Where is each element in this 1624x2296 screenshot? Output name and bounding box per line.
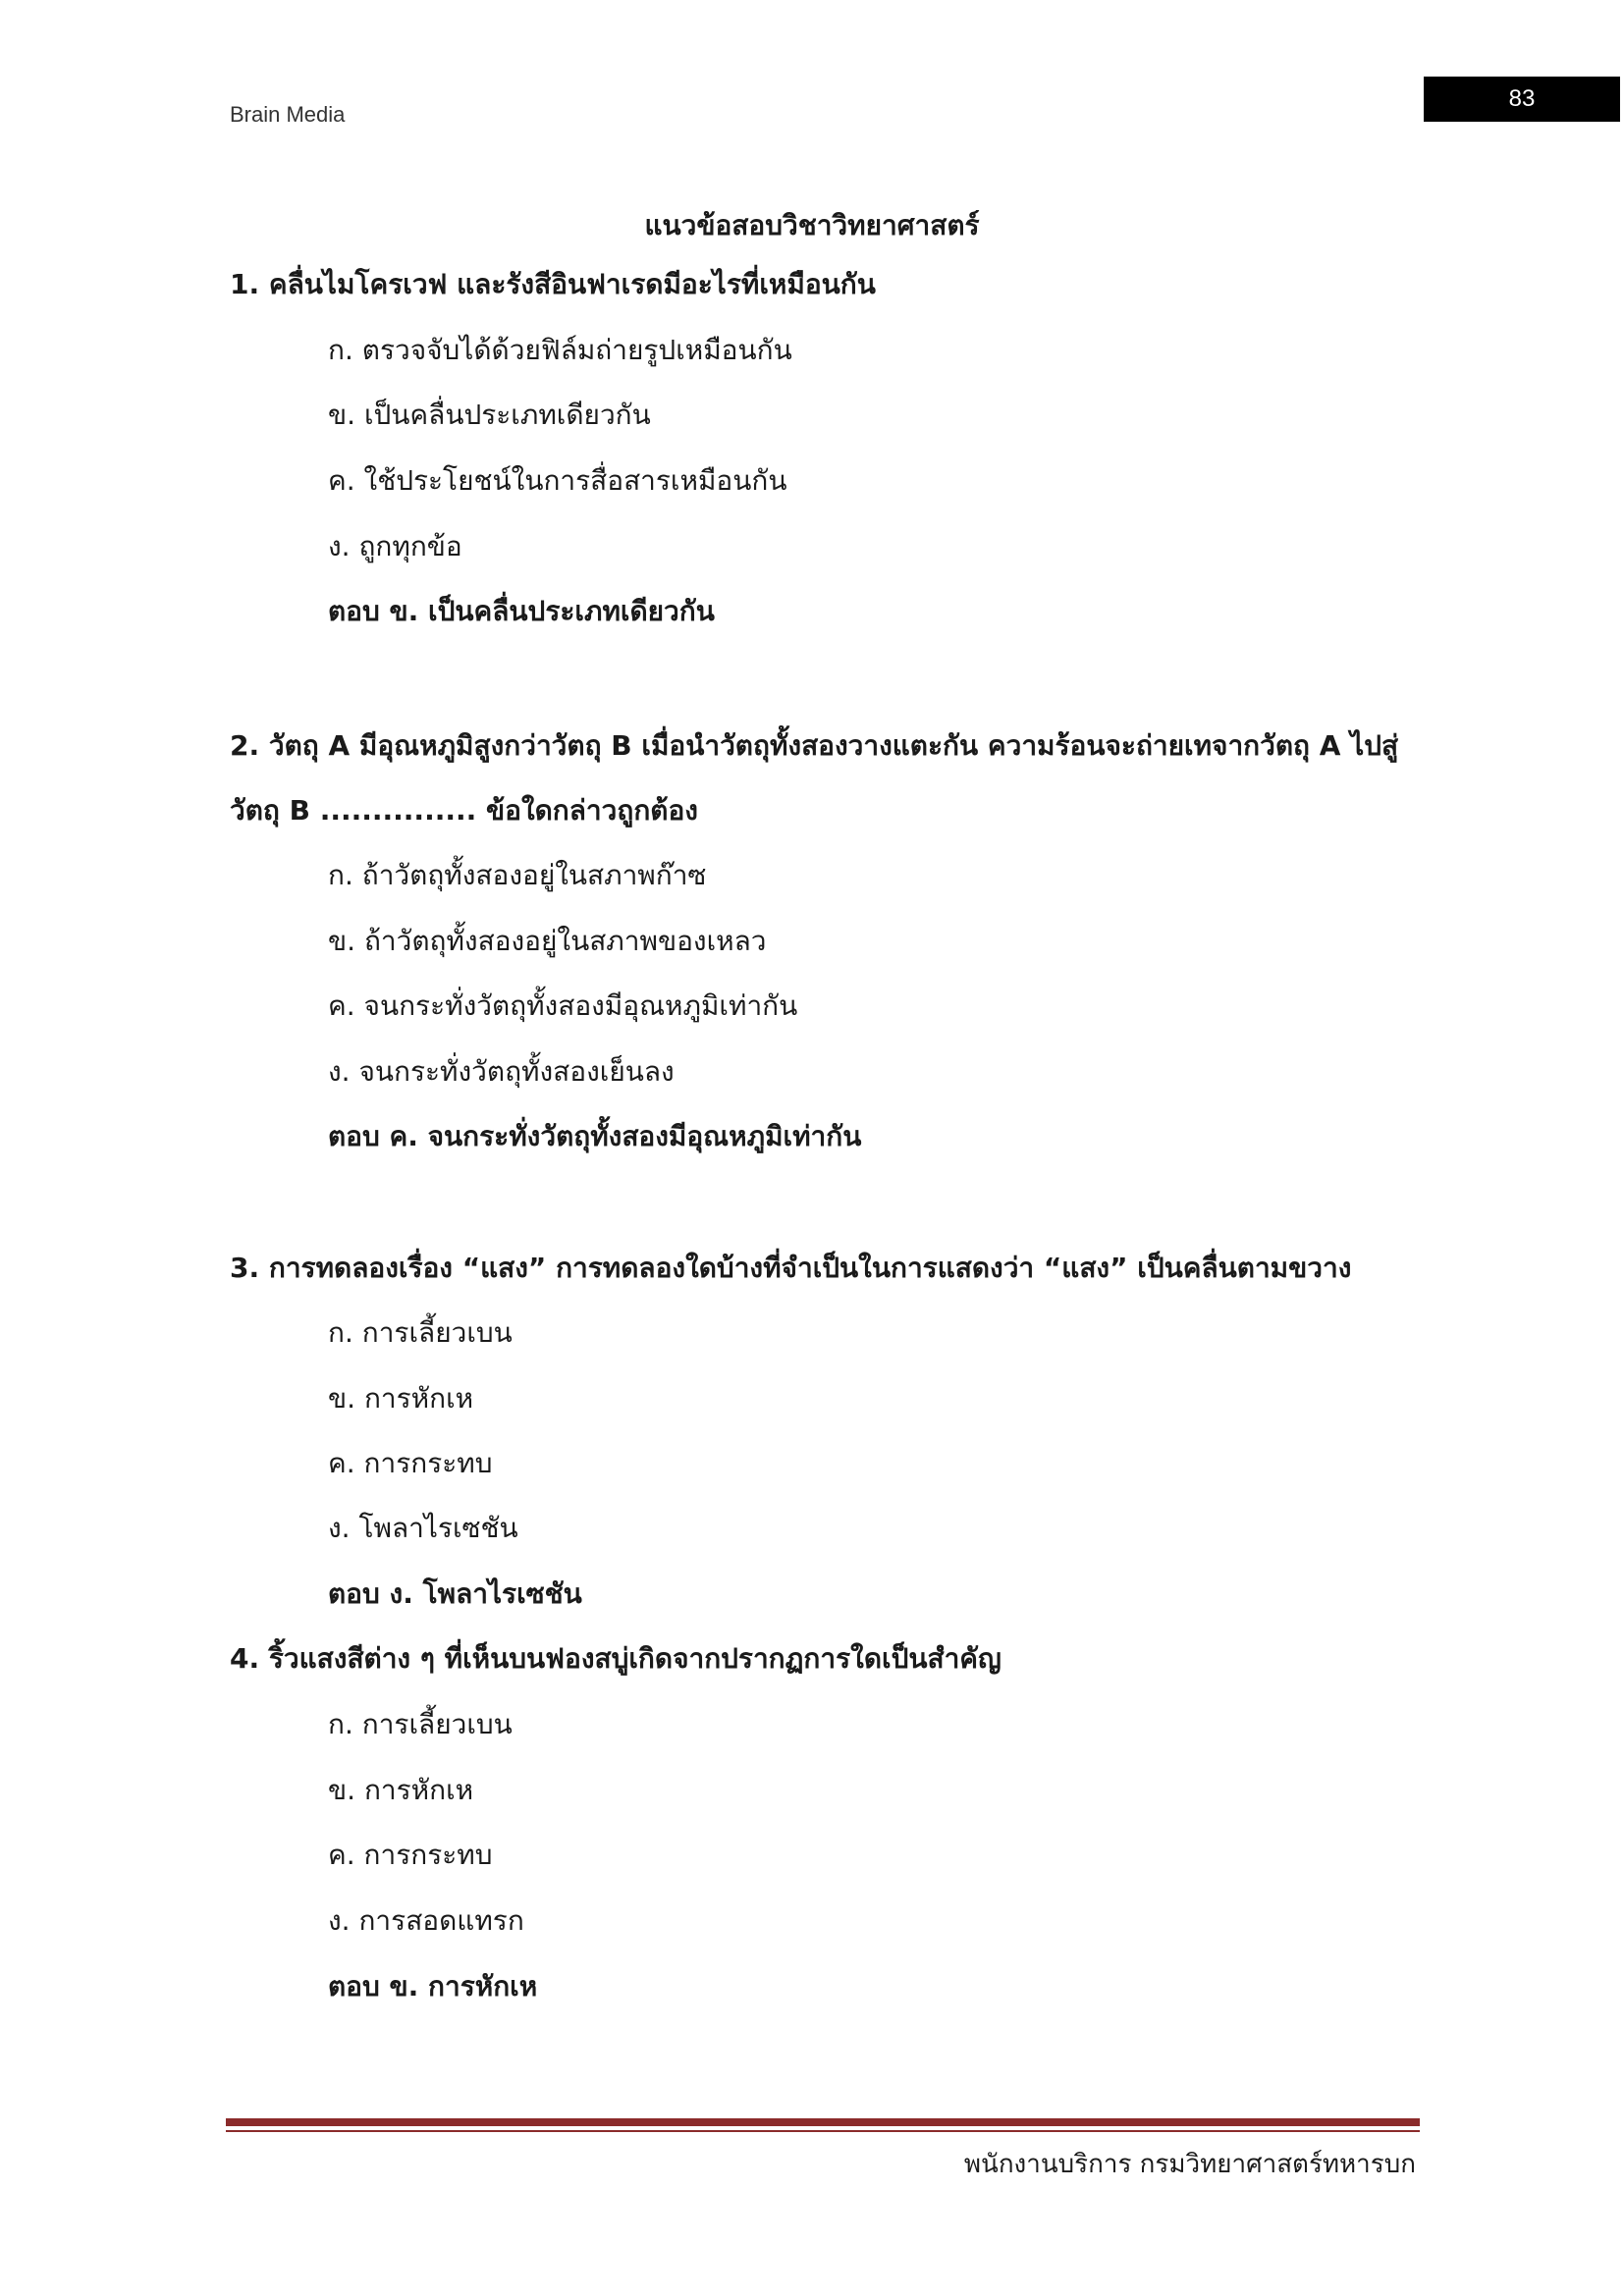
page-title: แนวข้อสอบวิชาวิทยาศาสตร์ xyxy=(644,209,980,241)
question-4-option-d: ง. การสอดแทรก xyxy=(328,1904,524,1937)
question-3-option-c: ค. การกระทบ xyxy=(328,1447,493,1479)
question-2-text-line-1: 2. วัตถุ A มีอุณหภูมิสูงกว่าวัตถุ B เมื่อนำวัตถุทั้งสองวางแตะกัน ความร้อนจะถ่ายเทจากวัตถุ A ไปสู่ xyxy=(230,729,1399,762)
question-1-text: 1. คลื่นไมโครเวฟ และรังสีอินฟาเรดมีอะไรที่เหมือนกัน xyxy=(230,268,876,300)
question-2-text-line-2: วัตถุ B ............... ข้อใดกล่าวถูกต้อง xyxy=(230,794,698,827)
question-2-option-a: ก. ถ้าวัตถุทั้งสองอยู่ในสภาพก๊าซ xyxy=(328,859,707,891)
question-2-option-d: ง. จนกระทั่งวัตถุทั้งสองเย็นลง xyxy=(328,1055,675,1088)
question-1-option-a: ก. ตรวจจับได้ด้วยฟิล์มถ่ายรูปเหมือนกัน xyxy=(328,334,792,366)
question-3-option-d: ง. โพลาไรเซชัน xyxy=(328,1512,518,1544)
question-1-answer: ตอบ ข. เป็นคลื่นประเภทเดียวกัน xyxy=(328,595,715,627)
question-2-option-b: ข. ถ้าวัตถุทั้งสองอยู่ในสภาพของเหลว xyxy=(328,925,767,957)
question-2-answer: ตอบ ค. จนกระทั่งวัตถุทั้งสองมีอุณหภูมิเท่ากัน xyxy=(328,1120,862,1152)
question-4-option-a: ก. การเลี้ยวเบน xyxy=(328,1708,513,1740)
question-3-answer: ตอบ ง. โพลาไรเซชัน xyxy=(328,1577,582,1610)
footer-divider-thick xyxy=(226,2118,1420,2126)
brand-name: Brain Media xyxy=(230,102,346,127)
question-1-option-b: ข. เป็นคลื่นประเภทเดียวกัน xyxy=(328,399,651,431)
question-1-option-d: ง. ถูกทุกข้อ xyxy=(328,530,462,562)
page-number: 83 xyxy=(1424,77,1620,122)
question-3-option-a: ก. การเลี้ยวเบน xyxy=(328,1316,513,1349)
footer-organization: พนักงานบริการ กรมวิทยาศาสตร์ทหารบก xyxy=(963,2150,1416,2179)
question-1-option-c: ค. ใช้ประโยชน์ในการสื่อสารเหมือนกัน xyxy=(328,464,787,497)
question-4-option-b: ข. การหักเห xyxy=(328,1774,474,1806)
question-3-option-b: ข. การหักเห xyxy=(328,1382,474,1415)
question-3-text: 3. การทดลองเรื่อง “แสง” การทดลองใดบ้างที่จำเป็นในการแสดงว่า “แสง” เป็นคลื่นตามขวาง xyxy=(230,1252,1352,1284)
question-4-answer: ตอบ ข. การหักเห xyxy=(328,1970,538,2002)
question-2-option-c: ค. จนกระทั่งวัตถุทั้งสองมีอุณหภูมิเท่ากัน xyxy=(328,989,798,1022)
footer-divider-thin xyxy=(226,2130,1420,2132)
question-4-text: 4. ริ้วแสงสีต่าง ๆ ที่เห็นบนฟองสบู่เกิดจากปรากฏการใดเป็นสำคัญ xyxy=(230,1642,1001,1675)
question-4-option-c: ค. การกระทบ xyxy=(328,1839,493,1871)
